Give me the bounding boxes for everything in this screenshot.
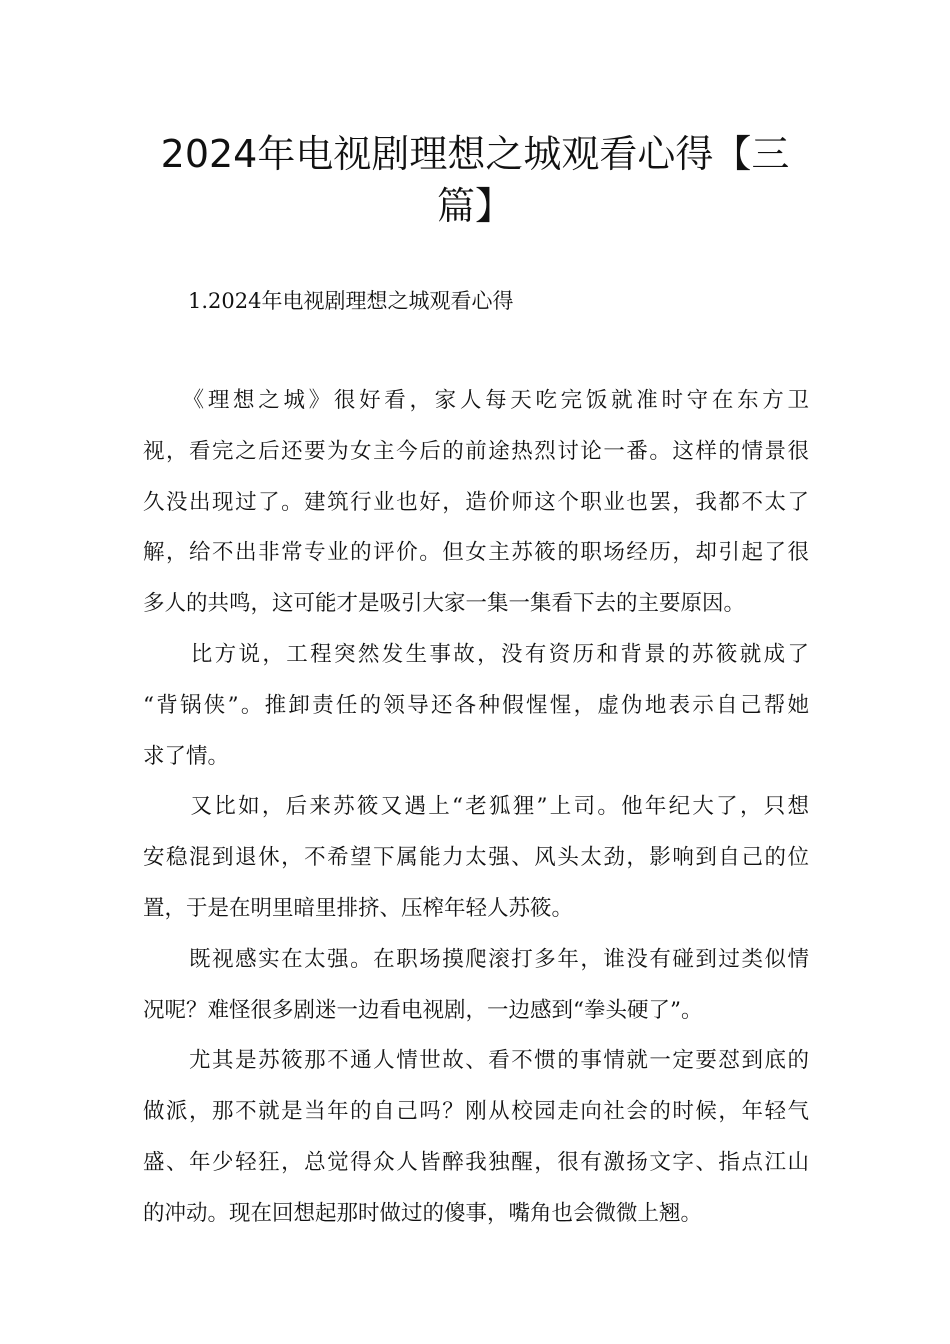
paragraph-line: 求了情。	[143, 743, 230, 769]
paragraph-line: 盛、年少轻狂，总觉得众人皆醉我独醒，很有激扬文字、指点江山	[143, 1149, 809, 1175]
paragraph-2	[143, 630, 809, 782]
paragraph-line: 比方说，工程突然发生事故，没有资历和背景的苏筱就成了	[143, 641, 809, 667]
paragraph-line: 多人的共鸣，这可能才是吸引大家一集一集看下去的主要原因。	[143, 591, 746, 617]
title-line-2: 篇】	[436, 184, 513, 228]
paragraph-line: 置，于是在明里暗里排挤、压榨年轻人苏筱。	[143, 895, 574, 921]
paragraph-line: 《理想之城》很好看，家人每天吃完饭就准时守在东方卫	[143, 388, 809, 413]
paragraph-line: 况呢？难怪很多剧迷一边看电视剧，一边感到“拳头硬了”。	[143, 997, 703, 1023]
paragraph-line: “背锅侠”。推卸责任的领导还各种假惺惺，虚伪地表示自己帮她	[143, 692, 809, 718]
paragraph-line: 久没出现过了。建筑行业也好，造价师这个职业也罢，我都不太了	[143, 489, 809, 515]
paragraph-1	[143, 376, 809, 630]
paragraph-line: 解，给不出非常专业的评价。但女主苏筱的职场经历，却引起了很	[143, 540, 809, 566]
title-line-1: 2024年电视剧理想之城观看心得【三	[160, 132, 790, 176]
page-title	[120, 128, 830, 232]
paragraph-5	[143, 1036, 809, 1239]
paragraph-line: 视，看完之后还要为女主今后的前途热烈讨论一番。这样的情景很	[143, 438, 809, 464]
body-text	[143, 376, 809, 1240]
paragraph-line: 的冲动。现在回想起那时做过的傻事，嘴角也会微微上翘。	[143, 1200, 703, 1226]
paragraph-line: 既视感实在太强。在职场摸爬滚打多年，谁没有碰到过类似情	[143, 946, 809, 972]
section-heading: 1.2024年电视剧理想之城观看心得	[188, 289, 514, 313]
paragraph-line: 尤其是苏筱那不通人情世故、看不惯的事情就一定要怼到底的	[143, 1048, 809, 1074]
paragraph-line: 又比如，后来苏筱又遇上“老狐狸”上司。他年纪大了，只想	[143, 794, 809, 820]
paragraph-3	[143, 782, 809, 934]
paragraph-4	[143, 935, 809, 1037]
paragraph-line: 安稳混到退休，不希望下属能力太强、风头太劲，影响到自己的位	[143, 845, 809, 871]
paragraph-line: 做派，那不就是当年的自己吗？刚从校园走向社会的时候，年轻气	[143, 1099, 809, 1125]
